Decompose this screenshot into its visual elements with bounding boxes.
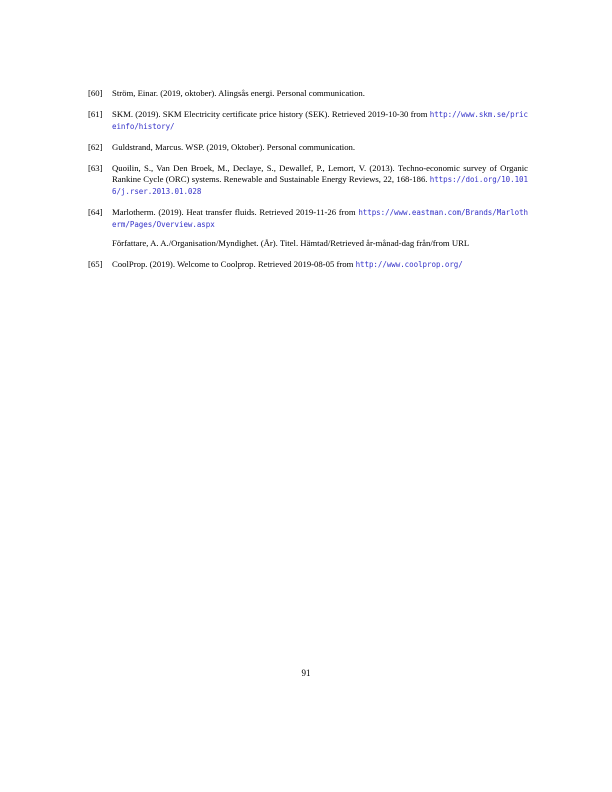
- reference-text: Quoilin, S., Van Den Broek, M., Declaye, S., Dewallef, P., Lemort, V. (2013). Techno-economic survey of Organic Rankine Cycle (ORC) systems. Renewable and Sustainable Energy Reviews, 22, 168-186.: [112, 162, 528, 185]
- bibliography-entry: [88, 109, 528, 132]
- bibliography-entry: [88, 88, 528, 100]
- reference-label: [61]: [88, 109, 103, 120]
- reference-body: [112, 88, 528, 100]
- reference-url[interactable]: https://doi.org/10.1016/j.rser.2013.01.028: [112, 175, 528, 197]
- bibliography-entry: [88, 142, 528, 154]
- reference-label: [60]: [88, 88, 103, 98]
- bibliography-entry: [88, 207, 528, 250]
- reference-text: Marlotherm. (2019). Heat transfer fluids. Retrieved 2019-11-26 from: [112, 207, 359, 218]
- reference-label: [64]: [88, 207, 103, 218]
- reference-text-block: [112, 142, 528, 154]
- reference-text: SKM. (2019). SKM Electricity certificate price history (SEK). Retrieved 2019-10-30 from: [112, 109, 430, 120]
- bibliography-entry: [88, 163, 528, 198]
- reference-text: Guldstrand, Marcus. WSP. (2019, Oktober). Personal communication.: [112, 141, 356, 152]
- reference-text: Ström, Einar. (2019, oktober). Alingsås energi. Personal communication.: [112, 88, 365, 98]
- reference-body: [112, 207, 528, 250]
- reference-label: [65]: [88, 259, 103, 270]
- reference-body: [112, 142, 528, 154]
- reference-text: CoolProp. (2019). Welcome to Coolprop. Retrieved 2019-08-05 from: [112, 259, 356, 270]
- reference-body: [112, 163, 528, 198]
- reference-note: Författare, A. A./Organisation/Myndighet. (År). Titel. Hämtad/Retrieved år-månad-dag från/from URL: [112, 238, 470, 249]
- reference-text-block: [112, 259, 528, 271]
- reference-body: [112, 259, 528, 271]
- bibliography-list: [88, 88, 528, 281]
- bibliography-entry: [88, 259, 528, 271]
- reference-url[interactable]: https://www.eastman.com/Brands/Marlotherm/Pages/Overview.aspx: [112, 208, 528, 229]
- page-number: 91: [301, 668, 311, 678]
- reference-text-block: [112, 163, 528, 198]
- reference-text-block: [112, 109, 528, 132]
- reference-label: [62]: [88, 141, 103, 152]
- reference-label: [63]: [88, 162, 103, 173]
- reference-body: [112, 109, 528, 132]
- reference-text-block: [112, 207, 528, 230]
- reference-text-block: [112, 88, 528, 100]
- reference-url[interactable]: http://www.coolprop.org/: [355, 260, 463, 270]
- reference-url[interactable]: http://www.skm.se/priceinfo/history/: [112, 110, 528, 131]
